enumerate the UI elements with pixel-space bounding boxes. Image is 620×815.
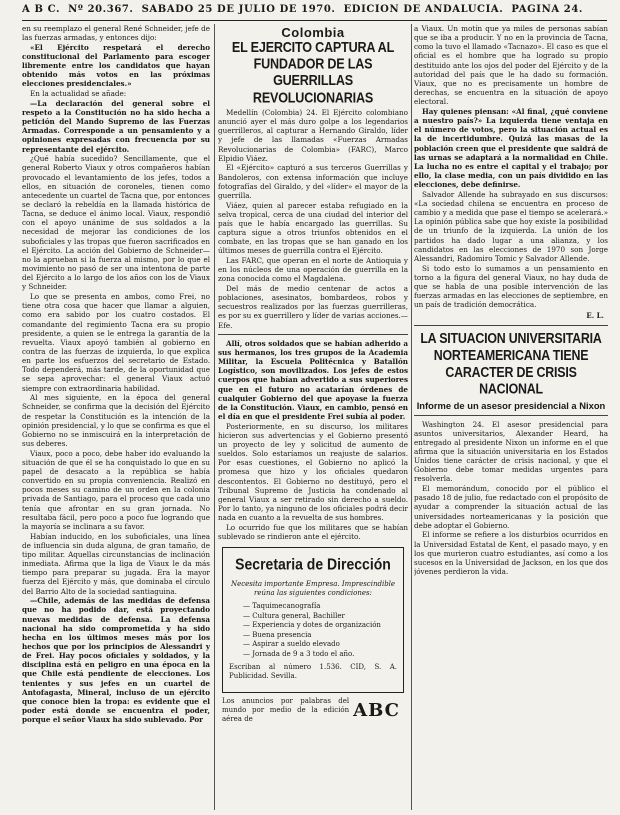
- list-item: — Experiencia y dotes de organización: [243, 621, 397, 631]
- paragraph: Washington 24. El asesor presidencial para asuntos universitarios, Alexander Heard, ha entregado al presidente Nixon un informe en el que afirma que la situación universitaria en los Estados Unidos tiene carácter de crisis nacional, y que el Gobierno debe tomar medidas urgentes para resolverla.: [414, 419, 608, 484]
- section-kicker: Colombia: [281, 25, 345, 40]
- paragraph: Lo que se presenta en ambos, como Frei, no tiene otra cosa que hacer que llamar a alguien, como era sabido por los cuatro costados. El comandante del regimiento Tacna era su propio presidente, a quien se le entrega la garantía de la revuelta. Viaux apoyó también al gobierno en contra de las fuerzas de izquierda, lo que explica en parte los esfuerzos del secretario de Estado. Todo dependerá, más tarde, de la oportunidad que se sepa aprovechar: el general Viaux actuó siempre con extraordinaria habilidad.: [22, 292, 210, 393]
- list-item: — Cultura general, Bachiller: [243, 612, 397, 622]
- paragraph: ¿Qué había sucedido? Sencillamente, que el general Roberto Viaux y otros compañeros habían provocado el levantamiento de los jefes, todos a ellos, en situación de coroneles, tienen como antecedente un cuartel de Tacna que, por entonces se declaró la rebeldía en la llamada histórica de Tacna, se deduce el ánimo local. Viaux, respondió con el apoyo unánime de sus soldados a la necesidad de mejorar las condiciones de los suboficiales y las tropas que fueron sacrificados en el Ejército. La acción del Gobierno de Schneider—no la aprueban si la fuerza al mismo, por lo que el movimiento no pasó de ser una intentona de parte del Ejército a lo largo de los años con los de Viaux y Schneider.: [22, 154, 210, 292]
- ad-contact: Escriban al número 1.536. CID, S. A. Publicidad. Sevilla.: [229, 663, 397, 681]
- column-3: [414, 24, 608, 810]
- ad-title: Secretaria de Dirección: [235, 554, 391, 574]
- paragraph: Medellín (Colombia) 24. El Ejército colombiano anunció ayer el más duro golpe a los legendarios guerrilleros, al capturar a Hernando Giraldo, líder y jefe de las llamadas «Fuerzas Armadas Revolucionarias de Colombia» (FARC), Marco Elpidio Viáez.: [218, 107, 408, 163]
- paragraph: Viáez, quien al parecer estaba refugiado en la selva tropical, cerca de una ciudad del interior del país que le había encargado las guerrillas. Su captura sigue a otros triunfos obtenidos en el combate, en las tropas que se han ganado en los últimos meses de guerrilla contra el Ejército.: [218, 200, 408, 256]
- promo-text: Los anuncios por palabras del mundo por medio de la edición aérea de: [222, 697, 350, 724]
- ad-requirements: [243, 602, 397, 659]
- paragraph: Posteriormente, en su discurso, los militares hicieron sus advertencias y el Gobierno presentó un proyecto de ley y solicitud de aumento de sueldos. Solo estaríamos un reajuste de salarios. Por esas cuestiones, el Gobierno no aplicó la promesa que hizo y los oficiales quedaron descontentos. El Gobierno no destituyó, pero el Tribunal Supremo de Justicia ha condenado al general Viaux a ser retirado sin derecho a sueldo. Por lo tanto, ya ninguno de los oficiales podrá decir nada en cuanto a la revuelta de sus hombres.: [218, 421, 408, 523]
- paragraph: Lo ocurrido fue que los militares que se habían sublevado se rindieron ante el ejército.: [218, 522, 408, 541]
- paragraph: —La declaración del general sobre el respeto a la Constitución no ha sido hecha a petición del Mando Supremo de las Fuerzas Armadas. Corresponde a un pensamiento y a opiniones expresadas con frecuencia por su representante del ejército.: [22, 98, 210, 154]
- paragraph: Si todo esto lo sumamos a un pensamiento en torno a la figura del general Viaux, no hay duda de que se habla de una posible intervención de las fuerzas armadas en las elecciones de septiembre, en un país de tradición democrática.: [414, 263, 608, 310]
- article-subheadline: Informe de un asesor presidencial a Nixon: [416, 399, 606, 411]
- paragraph: En la actualidad se añade:: [30, 89, 127, 99]
- paragraph: El «Ejército» capturó a sus terceros Guerrillas y Bandoleros, con extensa información que incluye fotografías del Giraldo, y del «líder» el mayor de la guerrilla.: [218, 163, 408, 200]
- article-headline: EL EJERCITO CAPTURA AL FUNDADOR DE LAS GUERRILLAS REVOLUCIONARIAS: [231, 39, 395, 106]
- issue-number: Nº 20.367.: [68, 4, 134, 15]
- column-1: [22, 24, 210, 810]
- job-advertisement: [222, 547, 404, 693]
- paragraph: Allí, otros soldados que se habían adherido a sus hermanos, los tres grupos de la Academia Militar, la Escuela Politécnica y Batallón Logístico, son movilizados. Los jefes de estos cuerpos que habían advertido a sus superiores que en el futuro no acatarían órdenes de cualquier Gobierno del que apoyase la fuerza de la Constitución. Viaux, en cambio, pensó en el día en que el presidente Frei subía al poder.: [218, 338, 408, 421]
- edition-name: EDICION DE ANDALUCIA.: [343, 4, 504, 15]
- paragraph: Las FARC, que operan en el norte de Antioquia y en los núcleos de una operación de guerrilla en la zona conocida como el Magdalena.: [218, 255, 408, 284]
- paragraph: Habían inducido, en los suboficiales, una línea de influencia sin duda alguna, de gran tamaño, de tipo militar. Aquellas circunstancias de inclinación inmediata. Afirma que la liga de Viaux le da más tiempo para preparar su jugada. Era la mayor fuerza del Ejército y más, que dominaba el círculo del Barrio Alto de la sociedad santiaguina.: [22, 531, 210, 596]
- column-divider: [411, 24, 412, 810]
- section-divider: [414, 415, 608, 416]
- paragraph: Viaux, poco a poco, debe haber ido evaluando la situación de que él se ha conquistado lo que en su papel de desacato a la república se había convertido en su propia conveniencia. Realizó en pocos meses su camino de un orden en la colonia privada de Santiago, para el proceso que cada uno tenía que afrontar en su gran jornada. No resultaba fácil, pero poco a poco fue logrando que la mayoría se inclinara a su favor.: [22, 448, 210, 531]
- section-divider: [218, 334, 408, 335]
- paragraph: Salvador Allende ha subrayado en sus discursos: «La sociedad chilena se encuentra en proceso de cambio y a medida que pase el tiempo se acelerará.» La opinión pública sabe que hoy existe la posibilidad de un triunfo de la izquierda. La unión de los partidos ha dado lugar a una alianza, y los candidatos en las elecciones de 1970 son Jorge Alessandri, Radomiro Tomic y Salvador Allende.: [414, 189, 608, 263]
- paragraph: El informe se refiere a los disturbios ocurridos en la Universidad Estatal de Kent, el pasado mayo, y en los que murieron cuatro estudiantes, así como a los sucesos en la Universidad de Jackson, en los que dos jóvenes perdieron la vida.: [414, 530, 608, 576]
- column-divider: [214, 24, 215, 810]
- abc-promo: [222, 697, 404, 724]
- list-item: — Taquimecanografía: [243, 602, 397, 612]
- page-number: PAGINA 24.: [511, 4, 583, 15]
- paragraph: El memorándum, conocido por el público el pasado 18 de julio, fue redactado con el propósito de ayudar a comprender la situación actual de las universidades norteamericanas y la posición que debe adoptar el Gobierno.: [414, 484, 608, 530]
- column-2: [218, 24, 408, 810]
- paragraph: «El Ejército respetará el derecho constitucional del Parlamento para escoger libremente entre los candidatos que hayan obtenido más votos en las próximas elecciones presidenciales.»: [22, 42, 210, 89]
- header-rule: [22, 20, 607, 21]
- list-item: — Buena presencia: [243, 631, 397, 641]
- paragraph: Del más de medio centenar de actos a poblaciones, asesinatos, bombardeos, robos y secuestros realizados por las fuerzas guerrilleras, es por su ex guerrillero y líder de varias acciones.—Efe.: [218, 283, 408, 330]
- paragraph: en su reemplazo el general René Schneider, jefe de las fuerzas armadas, y entonces dijo:: [22, 24, 210, 43]
- paragraph: —Chile, además de las medidas de defensa que no ha podido dar, está proyectando nuevas medidas de defensa. La defensa nacional ha sido comprometida y ha sido hecha en los últimos meses más por los hechos que por los principios de Alessandri y de Frei. Hay pocos oficiales y soldados, y la disciplina está en peligro en una época en la que Chile está pendiente de elecciones. Los tenientes y sus jefes en un cuartel de Antofagasta, Mineral, incluso de un ejército que conoce bien la tropa: es evidente que el poder está donde se encuentra el poder, porque el señor Viaux ha sido sublevado. Por: [22, 596, 210, 725]
- paragraph: Al mes siguiente, en la época del general Schneider, se confirma que la decisión del Ejército de respetar la Constitución es la intención de la opinión presidencial, y lo que se confirma es que el Gobierno no se inmiscuirá en la interpretación de sus deberes.: [22, 393, 210, 449]
- abc-logo: ABC: [353, 700, 400, 722]
- list-item: — Jornada de 9 a 3 todo el año.: [243, 650, 397, 660]
- list-item: — Aspirar a sueldo elevado: [243, 640, 397, 650]
- issue-date: SABADO 25 DE JULIO DE 1970.: [141, 4, 336, 15]
- page-header: [22, 4, 607, 20]
- paragraph: a Viaux. Un motín que ya miles de personas sabían que se iba a producir. Y no en la provincia de Tacna, como la tuvo el llamado «Tacnazo». El caso es que el oficial es el hombre que ha logrado su propio destituido ante los ojos del poder del Ejército y de la autoridad del país que le ha dado su formación. Viaux, que no es precisamente un hombre de derechas, se encuentra en la situación de apoyo electoral.: [414, 24, 608, 107]
- paper-name: A B C.: [22, 4, 61, 15]
- paragraph: Hay quienes piensan: «Al final, ¿qué conviene a nuestro país?» La izquierda tiene ventaja en el número de votos, pero la situación actual es la de incertidumbre. Quizá las masas de la población creen que el presidente que saldrá de las urnas se adaptará a la normalidad en Chile. La lucha no es entre el capital y el trabajo; por ello, la clase media, con un país dividido en las elecciones, debe definirse.: [414, 106, 608, 190]
- ad-intro: Necesita importante Empresa. Imprescindible reúna las siguientes condiciones:: [230, 580, 396, 598]
- article-headline: LA SITUACION UNIVERSITARIA NORTEAMERICANA TIENE CARACTER DE CRISIS NACIONAL: [420, 329, 602, 397]
- author-signature: E. L.: [586, 311, 604, 321]
- section-divider: [414, 325, 608, 326]
